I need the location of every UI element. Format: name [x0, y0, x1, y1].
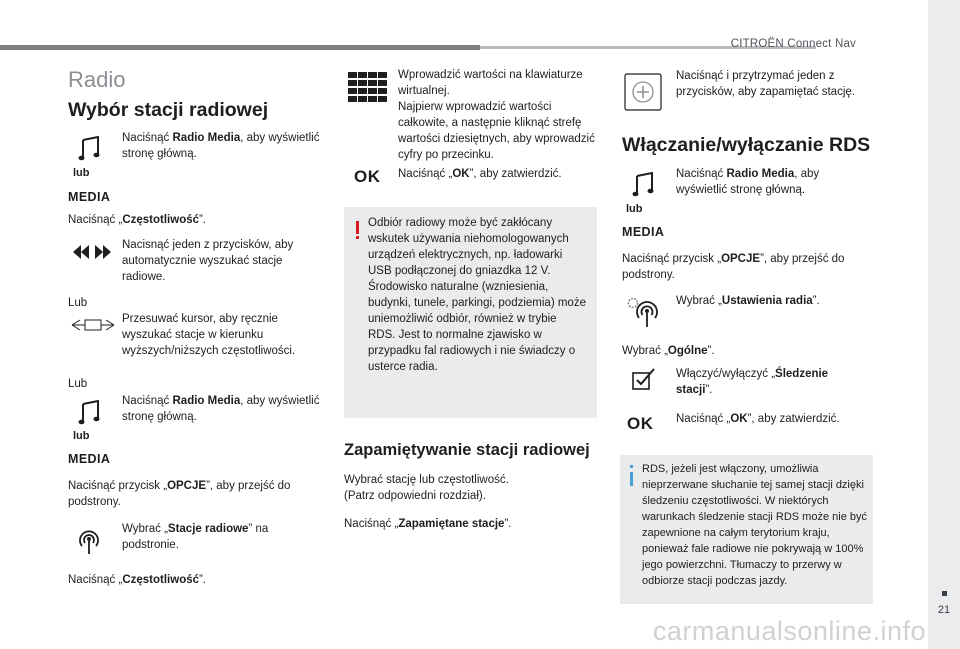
text-auto-seek: Nacisnąć jeden z przycisków, aby automatycznie wyszukać stacje radiowe. — [122, 239, 294, 283]
header-rule-dark — [0, 45, 480, 50]
text-radio-settings: Wybrać „Ustawienia radia”. — [676, 295, 820, 307]
watermark: carmanualsonline.info — [652, 616, 926, 646]
warning-box — [344, 207, 597, 418]
seek-arrows-icon — [72, 244, 112, 260]
text-press-radio-media-3: Naciśnąć Radio Media, aby wyświetlić stronę główną. — [676, 168, 820, 196]
page-number: 21 — [937, 604, 951, 616]
text-enter-integers: Najpierw wprowadzić wartości całkowite, a następnie kliknąć strefę wartości dziesiętnych, aby wprowadzić cyfry po przecinku. — [398, 101, 595, 161]
text-hold-button: Naciśnąć i przytrzymać jeden z przycisków, aby zapamiętać stację. — [676, 70, 855, 98]
add-preset-icon — [624, 73, 662, 111]
heading-rds: Włączanie/wyłączanie RDS — [622, 134, 871, 156]
music-note-icon — [78, 136, 102, 162]
heading-store-station: Zapamiętywanie stacji radiowej — [344, 441, 590, 459]
text-general: Wybrać „Ogólne”. — [622, 345, 715, 357]
or-label-1: Lub — [68, 297, 88, 309]
ok-icon: OK — [627, 414, 654, 433]
heading-station-select: Wybór stacji radiowej — [68, 99, 269, 121]
side-tab — [928, 0, 960, 649]
keypad-icon — [348, 72, 388, 102]
text-manual-seek: Przesuwać kursor, aby ręcznie wyszukać stacje w kierunku wyższych/niższych częstotliwości. — [122, 313, 296, 357]
text-press-stored: Naciśnąć „Zapamiętane stacje”. — [344, 518, 512, 530]
text-press-radio-media-2: Naciśnąć Radio Media, aby wyświetlić stronę główną. — [122, 395, 320, 423]
text-press-ok-2: Naciśnąć „OK”, aby zatwierdzić. — [676, 413, 840, 425]
media-lub-label: lub — [73, 430, 90, 442]
warning-text: Odbiór radiowy może być zakłócany wskutek używania niehomologowanych urządzeń elektrycznych, np. ładowarki USB podłączonej do gniazdka 12 V. Środowisko naturalne (wzniesienia, budynki, tunele, parkingi, podziemia) może uniemożliwić odbiór, również w trybie RDS. Jest to normalne zjawisko w przypadku fal radiowych i nie świadczy o usterce radia. — [368, 217, 586, 373]
text-select-station: Wybrać stację lub częstotliwość. — [344, 474, 509, 486]
media-lub-label: lub — [73, 167, 90, 179]
media-label: MEDIA — [622, 225, 665, 239]
text-enter-values: Wprowadzić wartości na klawiaturze wirtualnej. — [398, 69, 583, 97]
section-title: Radio — [68, 67, 126, 92]
text-press-frequency-2: Naciśnąć „Częstotliwość”. — [68, 574, 207, 586]
warning-icon-dot — [356, 236, 359, 239]
text-press-radio-media: Naciśnąć Radio Media, aby wyświetlić stronę główną. — [122, 132, 320, 160]
media-lub-label: lub — [626, 203, 643, 215]
ok-icon: OK — [354, 167, 381, 186]
music-note-icon — [78, 400, 102, 426]
info-box — [620, 455, 873, 604]
music-note-icon — [632, 172, 656, 198]
text-press-options: Naciśnąć przycisk „OPCJE”, aby przejść do podstrony. — [68, 480, 291, 508]
text-press-ok: Naciśnąć „OK”, aby zatwierdzić. — [398, 168, 562, 180]
frequency-slider-icon — [71, 318, 115, 332]
page-marker — [942, 591, 947, 596]
brand-title: CITROËN Connect Nav — [730, 38, 856, 50]
info-icon-dot — [630, 465, 633, 468]
text-press-options-2: Naciśnąć przycisk „OPCJE”, aby przejść do podstrony. — [622, 253, 845, 281]
media-label: MEDIA — [68, 452, 111, 466]
checkbox-icon — [632, 368, 656, 390]
media-label: MEDIA — [68, 190, 111, 204]
info-icon — [630, 472, 633, 486]
warning-icon — [356, 221, 359, 234]
radio-wave-icon — [76, 528, 102, 556]
text-select-stations: Wybrać „Stacje radiowe” na podstronie. — [122, 523, 269, 551]
text-station-tracking: Włączyć/wyłączyć „Śledzenie stacji”. — [676, 368, 829, 396]
text-see-chapter: (Patrz odpowiedni rozdział). — [344, 490, 486, 502]
or-label-2: Lub — [68, 378, 88, 390]
text-press-frequency: Naciśnąć „Częstotliwość”. — [68, 214, 207, 226]
radio-settings-icon — [626, 296, 660, 328]
info-text: RDS, jeżeli jest włączony, umożliwia nieprzerwane słuchanie tej samej stacji dzięki śledzeniu częstotliwości. W niektórych warunkach śledzenie stacji RDS może nie być zapewnione na całym terytorium kraju, ponieważ fale radiowe nie pokrywają w 100% jego powierzchni. Tłumaczy to przerwy w odbiorze stacji podczas jazdy. — [642, 463, 867, 587]
